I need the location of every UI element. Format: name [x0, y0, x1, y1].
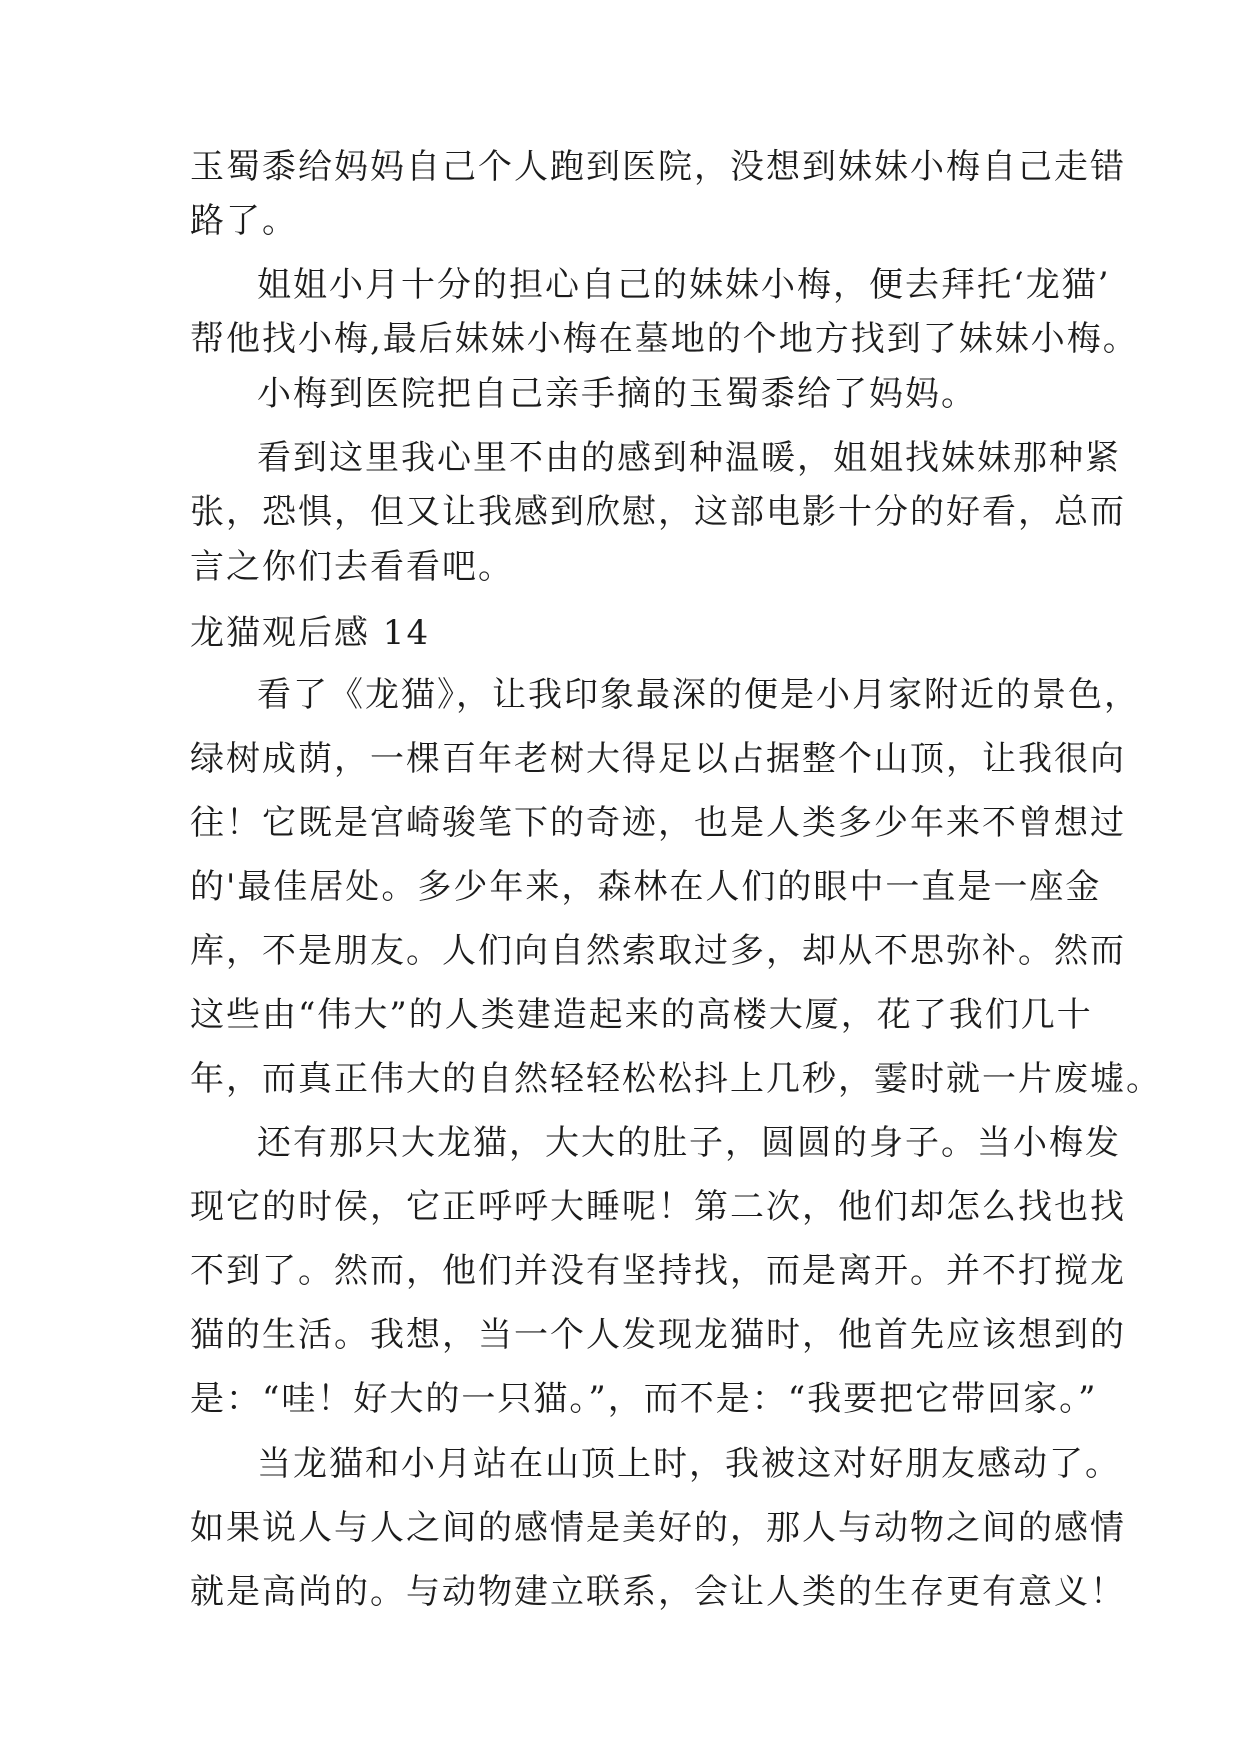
text-line: 看到这里我心里不由的感到种温暖，姐姐找妹妹那种紧 [257, 438, 1121, 478]
text-line: 帮他找小梅,最后妹妹小梅在墓地的个地方找到了妹妹小梅。 [190, 319, 1139, 359]
text-line: 现它的时侯，它正呼呼大睡呢！第二次，他们却怎么找也找 [190, 1187, 1126, 1227]
text-line: 姐姐小月十分的担心自己的妹妹小梅，便去拜托‘龙猫’ [257, 265, 1111, 305]
text-line: 就是高尚的。与动物建立联系，会让人类的生存更有意义！ [190, 1572, 1126, 1612]
text-line: 是：“哇！好大的一只猫。”，而不是：“我要把它带回家。” [190, 1379, 1098, 1419]
text-line: 年，而真正伟大的自然轻轻松松抖上几秒，霎时就一片废墟。 [190, 1059, 1162, 1099]
text-line: 库，不是朋友。人们向自然索取过多，却从不思弥补。然而 [190, 931, 1126, 971]
text-line: 看了《龙猫》，让我印象最深的便是小月家附近的景色， [257, 675, 1140, 715]
text-line: 还有那只大龙猫，大大的肚子，圆圆的身子。当小梅发 [257, 1123, 1121, 1163]
section-heading: 龙猫观后感 14 [190, 613, 431, 653]
text-line: 不到了。然而，他们并没有坚持找，而是离开。并不打搅龙 [190, 1251, 1126, 1291]
text-line: 当龙猫和小月站在山顶上时，我被这对好朋友感动了。 [257, 1444, 1121, 1484]
text-line: 猫的生活。我想，当一个人发现龙猫时，他首先应该想到的 [190, 1315, 1126, 1355]
text-line: 如果说人与人之间的感情是美好的，那人与动物之间的感情 [190, 1508, 1126, 1548]
text-line: 的'最佳居处。多少年来，森林在人们的眼中一直是一座金 [190, 867, 1102, 907]
text-line: 路了。 [190, 201, 298, 241]
text-line: 这些由“伟大”的人类建造起来的高楼大厦，花了我们几十 [190, 995, 1093, 1035]
text-line: 玉蜀黍给妈妈自己个人跑到医院，没想到妹妹小梅自己走错 [190, 147, 1126, 187]
text-line: 张，恐惧，但又让我感到欣慰，这部电影十分的好看，总而 [190, 492, 1126, 532]
text-line: 绿树成荫，一棵百年老树大得足以占据整个山顶，让我很向 [190, 739, 1126, 779]
text-line: 言之你们去看看吧。 [190, 547, 514, 587]
text-line: 往！它既是宫崎骏笔下的奇迹，也是人类多少年来不曾想过 [190, 803, 1126, 843]
text-line: 小梅到医院把自己亲手摘的玉蜀黍给了妈妈。 [257, 374, 977, 414]
